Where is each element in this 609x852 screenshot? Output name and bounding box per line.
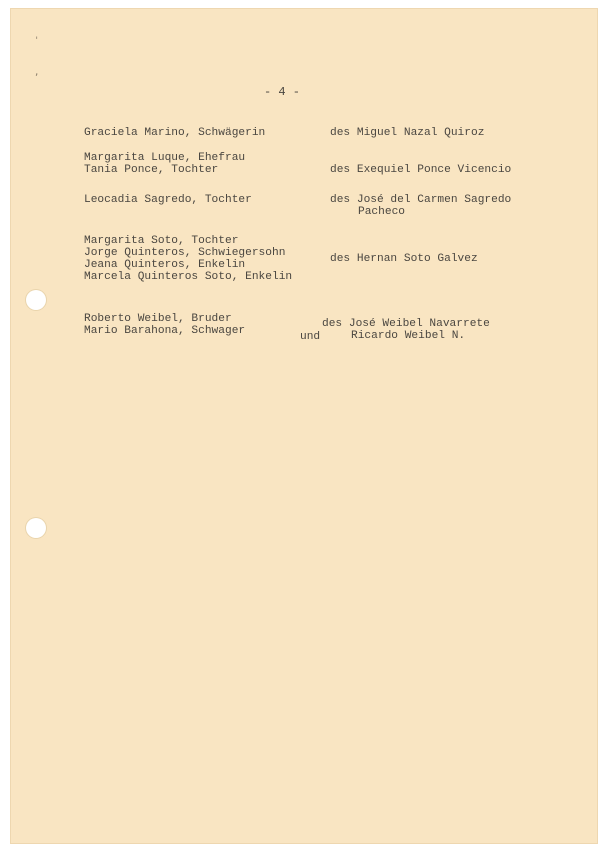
entry-5-connector: und — [300, 331, 321, 343]
entry-4-relation-1: des Hernan Soto Galvez — [330, 253, 478, 265]
entry-3-relation-1: des José del Carmen Sagredo — [330, 194, 512, 206]
entry-4-name-2: Jorge Quinteros, Schwiegersohn — [84, 247, 286, 259]
entry-4-name-1: Margarita Soto, Tochter — [84, 235, 239, 247]
paper-mark: , — [34, 68, 40, 78]
paper-mark: ' — [34, 36, 40, 46]
page-number: - 4 - — [264, 85, 301, 99]
entry-5-relation-1: des José Weibel Navarrete — [322, 318, 490, 330]
entry-2-name-2: Tania Ponce, Tochter — [84, 164, 219, 176]
punch-hole — [26, 518, 46, 538]
entry-5-name-1: Roberto Weibel, Bruder — [84, 313, 232, 325]
entry-3-relation-2: Pacheco — [358, 206, 405, 218]
entry-4-name-4: Marcela Quinteros Soto, Enkelin — [84, 271, 293, 283]
entry-2-name-1: Margarita Luque, Ehefrau — [84, 152, 246, 164]
punch-hole — [26, 290, 46, 310]
entry-4-name-3: Jeana Quinteros, Enkelin — [84, 259, 246, 271]
entry-5-name-2: Mario Barahona, Schwager — [84, 325, 246, 337]
entry-3-name-1: Leocadia Sagredo, Tochter — [84, 194, 252, 206]
entry-1-relation-1: des Miguel Nazal Quiroz — [330, 127, 485, 139]
entry-1-name-1: Graciela Marino, Schwägerin — [84, 127, 266, 139]
entry-5-relation-2: Ricardo Weibel N. — [351, 330, 466, 342]
entry-2-relation-1: des Exequiel Ponce Vicencio — [330, 164, 512, 176]
